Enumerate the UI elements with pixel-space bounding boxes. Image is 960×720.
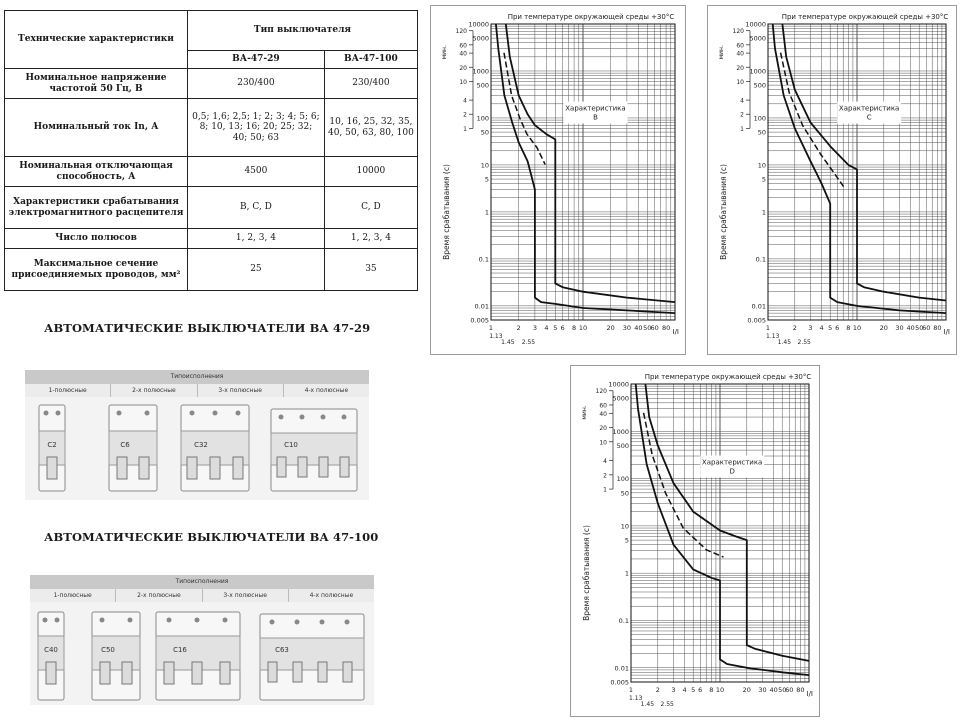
x-tick-label: 2	[655, 686, 660, 694]
x-tick-label: 1	[488, 324, 494, 332]
y-tick-label: 10	[620, 522, 629, 531]
row-value: 1, 2, 3, 4	[188, 229, 325, 249]
series-line-1	[636, 384, 809, 675]
breaker-4-pole	[271, 409, 357, 491]
x-tick-label: 5	[828, 324, 833, 332]
y-min-tick-label: 1	[463, 125, 467, 133]
y-tick-label: 500	[476, 81, 489, 90]
panel-col: 1-полюсные	[30, 589, 116, 602]
x-tick-label: 50	[778, 686, 787, 694]
breaker-2-pole	[92, 612, 140, 700]
x-tick-label: 8	[846, 324, 851, 332]
characteristic-label-line2: C	[866, 113, 872, 122]
y-tick-label: 10000	[608, 380, 629, 389]
y-tick-label: 100	[753, 114, 766, 123]
x-tick-label: 4	[544, 324, 549, 332]
chart-svg	[708, 6, 956, 354]
panel-col: 3-х полюсные	[198, 384, 284, 397]
y-tick-label: 0.005	[470, 316, 489, 325]
y-min-tick-label: 60	[599, 402, 607, 410]
characteristic-label	[837, 102, 901, 124]
x-tick-label: 6	[560, 324, 565, 332]
row-value: 4500	[188, 157, 325, 187]
row-label: Максимальное сечение присоединяемых проводов, мм²	[5, 249, 188, 291]
chart-grid	[491, 24, 675, 320]
series-line-1	[496, 24, 675, 313]
row-value: 10000	[324, 157, 417, 187]
y-tick-label: 5	[624, 536, 629, 545]
row-label: Номинальное напряжение частотой 50 Гц, В	[5, 69, 188, 99]
panel-title: Типоисполнения	[25, 370, 369, 384]
y-tick-label: 1000	[749, 67, 766, 76]
x-tick-label: 5	[553, 324, 558, 332]
y-tick-label: 10	[480, 161, 489, 170]
x-tick-label: 1	[628, 686, 634, 694]
breaker-3-pole	[181, 405, 249, 491]
panel-col: 4-х полюсные	[304, 387, 349, 394]
y-tick-label: 1	[761, 208, 766, 217]
y-tick-label: 50	[757, 128, 766, 137]
x-tick-label: 3	[808, 324, 813, 332]
x-tick-label: 6	[835, 324, 840, 332]
x-tick-label: 60	[650, 324, 659, 332]
row-value: B, C, D	[188, 187, 325, 229]
x-tick-label: 20	[742, 686, 751, 694]
characteristic-label-line1: Характеристика	[701, 458, 763, 467]
x-tick-label: 80	[796, 686, 805, 694]
y-tick-label: 0.1	[478, 255, 489, 264]
x-axis-label: I/I	[672, 328, 679, 336]
x-tick-label: 30	[622, 324, 632, 332]
chart-characteristic-c	[707, 5, 957, 355]
y-min-tick-label: 1	[740, 125, 744, 133]
x-tick-label: 1	[765, 324, 771, 332]
x-tick-label: 4	[682, 686, 687, 694]
y-tick-label: 5000	[612, 394, 629, 403]
x-sub-tick-label: 2.55	[797, 339, 811, 346]
row-value: 1, 2, 3, 4	[324, 229, 417, 249]
y-tick-label: 5	[761, 175, 766, 184]
header-col2: ВА-47-100	[324, 51, 417, 69]
x-tick-label: 8	[572, 324, 577, 332]
row-value: 230/400	[324, 69, 417, 99]
y-tick-label: 0.01	[751, 302, 766, 311]
y-min-tick-label: 20	[459, 64, 467, 72]
chart-characteristic-b	[430, 5, 686, 355]
y-min-tick-label: 40	[736, 50, 744, 58]
chart-svg	[431, 6, 685, 354]
x-tick-label: 20	[879, 324, 888, 332]
y-tick-label: 5000	[472, 34, 489, 43]
breaker-1-pole	[38, 612, 64, 700]
breaker-label: C50	[101, 646, 115, 654]
y-min-axis-label: мин.	[441, 45, 448, 60]
breaker-3-pole	[156, 612, 240, 700]
y-min-tick-label: 60	[736, 42, 744, 50]
x-axis-label: I/I	[806, 690, 813, 698]
x-sub-tick-label: 1.13	[629, 695, 643, 702]
y-min-tick-label: 20	[736, 64, 744, 72]
breaker-label: C10	[284, 441, 298, 449]
breaker-1-pole	[39, 405, 65, 491]
y-min-tick-label: 2	[463, 111, 467, 119]
y-min-tick-label: 4	[463, 97, 467, 105]
chart-header: При температуре окружающей среды +30°C	[507, 13, 675, 21]
x-tick-label: 6	[698, 686, 703, 694]
y-tick-label: 100	[476, 114, 489, 123]
breaker-label: C63	[275, 646, 289, 654]
header-group: Тип выключателя	[188, 11, 418, 51]
y-tick-label: 1000	[612, 427, 629, 436]
chart-header: При температуре окружающей среды +30°C	[644, 373, 812, 381]
x-tick-label: 4	[819, 324, 824, 332]
y-min-tick-label: 10	[736, 78, 744, 86]
header-left: Технические характеристики	[5, 11, 188, 69]
y-min-tick-label: 60	[459, 42, 467, 50]
series-line-2	[645, 384, 809, 661]
spec-table	[4, 10, 418, 291]
panel-col: 4-х полюсные	[309, 592, 354, 599]
characteristic-label	[563, 102, 627, 124]
x-sub-tick-label: 2.55	[521, 339, 536, 346]
breaker-image-area	[30, 602, 374, 705]
breakers-illustration	[30, 602, 374, 705]
x-tick-label: 10	[715, 686, 725, 694]
x-sub-tick-label: 1.13	[766, 333, 780, 340]
panel-col: 2-х полюсные	[116, 589, 202, 602]
x-axis-label: I/I	[943, 328, 950, 336]
breaker-panel-top	[25, 370, 369, 500]
row-value: 10, 16, 25, 32, 35, 40, 50, 63, 80, 100	[324, 99, 417, 157]
y-min-axis-label: мин.	[581, 405, 588, 420]
chart-header: При температуре окружающей среды +30°C	[781, 13, 949, 21]
x-tick-label: 80	[933, 324, 942, 332]
x-tick-label: 20	[606, 324, 615, 332]
x-tick-label: 60	[922, 324, 931, 332]
x-tick-label: 60	[785, 686, 794, 694]
x-tick-label: 3	[532, 324, 537, 332]
y-tick-label: 0.1	[618, 616, 629, 625]
breaker-label: C32	[194, 441, 208, 449]
x-tick-label: 2	[792, 324, 797, 332]
y-tick-label: 0.005	[747, 316, 766, 325]
y-axis-label: Время срабатывания (с)	[719, 164, 728, 260]
x-tick-label: 30	[895, 324, 904, 332]
y-tick-label: 0.1	[755, 255, 766, 264]
y-tick-label: 0.01	[474, 302, 489, 311]
x-sub-tick-label: 1.45	[777, 339, 792, 346]
y-tick-label: 1	[484, 208, 489, 217]
y-tick-label: 1000	[472, 67, 489, 76]
header-col1: ВА-47-29	[188, 51, 325, 69]
x-tick-label: 30	[758, 686, 767, 694]
y-tick-label: 10000	[745, 20, 766, 29]
y-min-tick-label: 4	[603, 458, 607, 466]
x-tick-label: 50	[643, 324, 652, 332]
y-tick-label: 1	[624, 569, 629, 578]
y-tick-label: 5000	[749, 34, 766, 43]
x-tick-label: 3	[671, 686, 676, 694]
row-label: Число полюсов	[5, 229, 188, 249]
characteristic-label-line2: B	[593, 113, 598, 122]
breaker-label: C40	[44, 646, 58, 654]
heading-va47100: АВТОМАТИЧЕСКИЕ ВЫКЛЮЧАТЕЛИ ВА 47-100	[44, 530, 379, 544]
characteristic-label	[700, 456, 764, 478]
y-tick-label: 100	[616, 475, 629, 484]
y-min-tick-label: 120	[455, 28, 467, 36]
heading-va4729: АВТОМАТИЧЕСКИЕ ВЫКЛЮЧАТЕЛИ ВА 47-29	[44, 321, 371, 335]
chart-characteristic-d	[570, 365, 820, 717]
series-line-1	[773, 24, 946, 313]
x-tick-label: 80	[661, 324, 671, 332]
x-tick-label: 40	[906, 324, 915, 332]
y-tick-label: 500	[753, 81, 766, 90]
y-min-tick-label: 2	[740, 111, 744, 119]
y-min-tick-label: 4	[740, 97, 744, 105]
y-min-tick-label: 120	[732, 28, 744, 36]
y-axis-label: Время срабатывания (с)	[442, 164, 451, 260]
y-min-tick-label: 10	[599, 439, 607, 447]
y-min-tick-label: 1	[603, 486, 607, 494]
characteristic-label-line2: D	[729, 467, 735, 476]
panel-col: 3-х полюсные	[203, 589, 289, 602]
x-tick-label: 40	[769, 686, 778, 694]
y-axis-label: Время срабатывания (с)	[582, 525, 591, 621]
row-value: 0,5; 1,6; 2,5; 1; 2; 3; 4; 5; 6; 8; 10, 13; 16; 20; 25; 32; 40; 50; 63	[188, 99, 325, 157]
x-tick-label: 10	[578, 324, 588, 332]
y-min-tick-label: 40	[459, 50, 467, 58]
y-tick-label: 0.005	[610, 678, 629, 687]
row-value: 25	[188, 249, 325, 291]
row-value: 35	[324, 249, 417, 291]
y-tick-label: 500	[616, 442, 629, 451]
breaker-label: C16	[173, 646, 187, 654]
y-tick-label: 10	[757, 161, 766, 170]
y-min-tick-label: 10	[459, 78, 467, 86]
y-min-tick-label: 20	[599, 425, 607, 433]
row-label: Номинальный ток In, А	[5, 99, 188, 157]
x-tick-label: 5	[691, 686, 696, 694]
x-tick-label: 10	[852, 324, 862, 332]
x-tick-label: 50	[915, 324, 924, 332]
panel-title: Типоисполнения	[30, 575, 374, 589]
panel-col: 1-полюсные	[25, 384, 111, 397]
y-tick-label: 50	[480, 128, 489, 137]
breaker-panel-bottom	[30, 575, 374, 705]
row-value: C, D	[324, 187, 417, 229]
x-tick-label: 40	[634, 324, 643, 332]
y-min-tick-label: 120	[595, 388, 607, 396]
x-tick-label: 2	[516, 324, 521, 332]
breakers-illustration	[25, 397, 369, 500]
characteristic-label-line1: Характеристика	[565, 104, 626, 113]
y-tick-label: 5	[484, 175, 489, 184]
x-sub-tick-label: 1.45	[640, 701, 655, 708]
panel-col: 2-х полюсные	[111, 384, 197, 397]
row-label: Характеристики срабатывания электромагнитного расцепителя	[5, 187, 188, 229]
y-min-tick-label: 2	[603, 472, 607, 480]
x-tick-label: 8	[709, 686, 714, 694]
series-line-2	[506, 24, 675, 302]
chart-svg	[571, 366, 819, 716]
y-min-axis-label: мин.	[718, 45, 725, 60]
breaker-label: C2	[47, 441, 57, 449]
characteristic-label-line1: Характеристика	[838, 104, 900, 113]
x-sub-tick-label: 2.55	[660, 701, 674, 708]
breaker-label: C6	[120, 441, 130, 449]
row-label: Номинальная отключающая способность, А	[5, 157, 188, 187]
breaker-image-area	[25, 397, 369, 500]
x-sub-tick-label: 1.45	[501, 339, 515, 346]
row-value: 230/400	[188, 69, 325, 99]
y-tick-label: 0.01	[614, 664, 629, 673]
y-tick-label: 10000	[468, 20, 489, 29]
breaker-4-pole	[260, 614, 364, 700]
x-sub-tick-label: 1.13	[489, 333, 503, 340]
y-tick-label: 50	[620, 489, 629, 498]
y-min-tick-label: 40	[599, 410, 607, 418]
breaker-2-pole	[109, 405, 157, 491]
